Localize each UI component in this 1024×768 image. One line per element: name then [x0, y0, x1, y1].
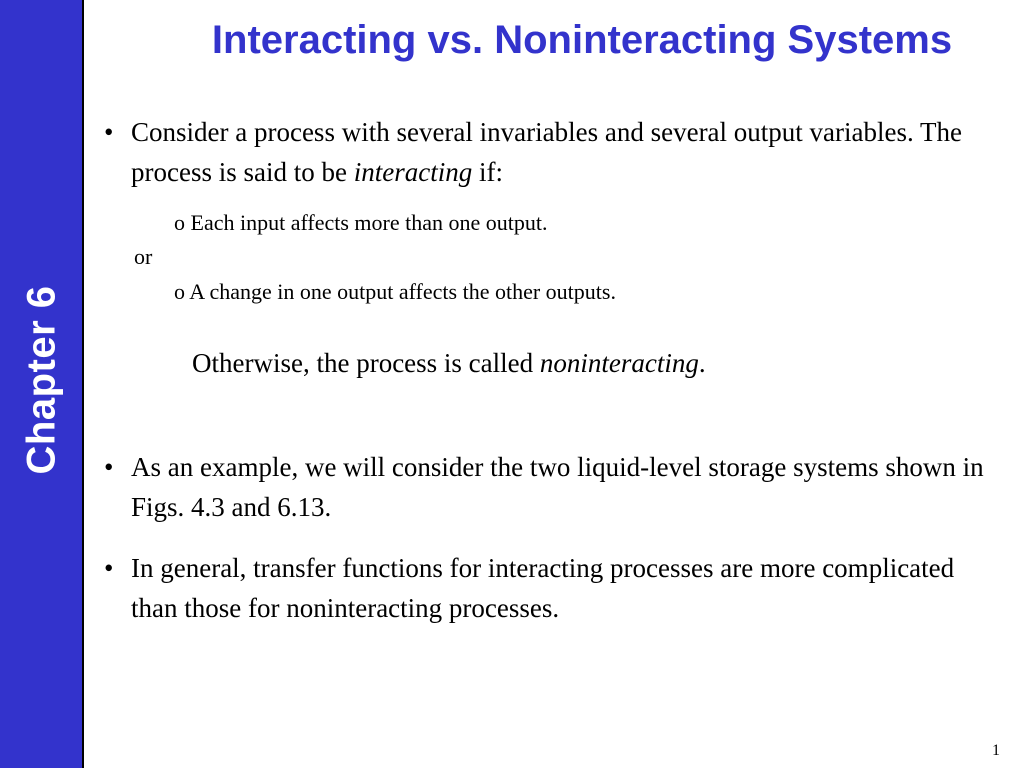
page-number: 1: [992, 742, 1000, 759]
bullet-dot: •: [104, 452, 114, 482]
otherwise-statement: [192, 345, 706, 381]
condition-connector-or: or: [134, 244, 153, 269]
chapter-sidebar: [0, 0, 84, 768]
bullet-dot: •: [104, 117, 114, 147]
bullet-text-end: if:: [472, 157, 503, 187]
bullet-item-interacting-definition: [104, 112, 1004, 192]
bullet-dot: •: [104, 553, 114, 583]
bullet-text: Consider a process with several invariables and several output variables. The process is said to be: [131, 117, 962, 187]
bullet-text: As an example, we will consider the two liquid-level storage systems shown in Figs. 4.3 and 6.13.: [131, 452, 984, 522]
noninteracting-emphasis: noninteracting: [539, 348, 699, 378]
otherwise-text-end: .: [698, 348, 706, 378]
bullet-text: In general, transfer functions for interacting processes are more complicated than those for noninteracting processes.: [131, 553, 955, 623]
otherwise-text: Otherwise, the process is called: [192, 348, 540, 378]
bullet-item-general: [104, 548, 1004, 628]
condition-output-affects-outputs: o A change in one output affects the other outputs.: [174, 279, 616, 304]
slide-title: Interacting vs. Noninteracting Systems: [211, 18, 953, 62]
interacting-emphasis: interacting: [353, 157, 473, 187]
chapter-label: Chapter 6: [19, 285, 64, 475]
bullet-item-example: [104, 447, 1004, 527]
condition-input-affects-outputs: o Each input affects more than one output.: [174, 210, 548, 235]
